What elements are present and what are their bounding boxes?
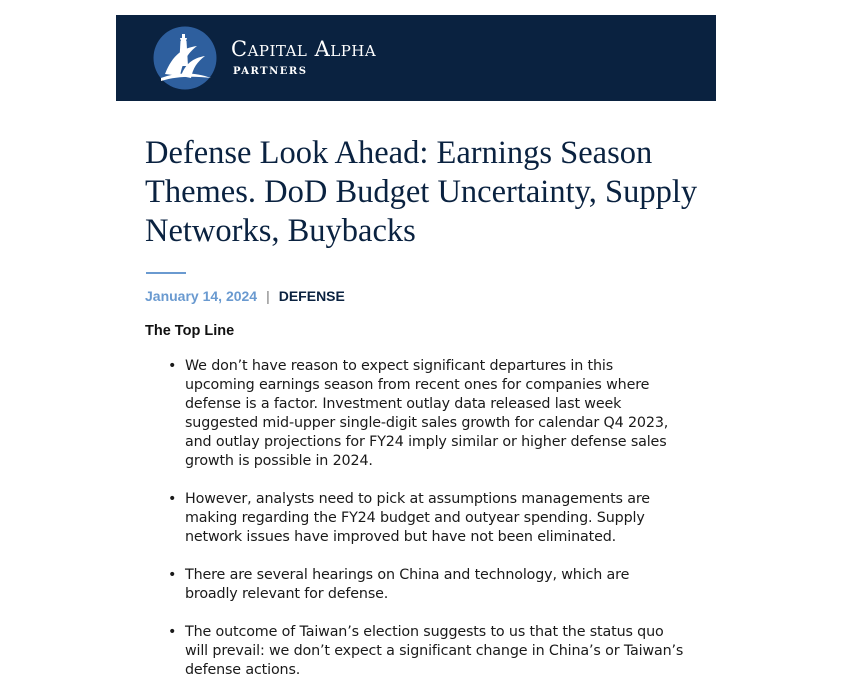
article-meta (145, 287, 345, 305)
list-item-text: We don’t have reason to expect significant departures in this upcoming earnings season from recent ones for companies where defense is a factor. Investment outlay data released last week suggested mid-upper single-digit sales growth for calendar Q4 2023, and outlay projections for FY24 imply similar or higher defense sales growth is possible in 2024. (185, 358, 669, 469)
list-item (166, 490, 686, 547)
list-item-text: The outcome of Taiwan’s election suggests to us that the status quo will prevail: we don’t expect a significant change in China’s or Taiwan’s defense actions. (185, 624, 684, 678)
logo-icon (153, 26, 217, 90)
article-date: January 14, 2024 (145, 288, 258, 304)
article-sector: DEFENSE (278, 288, 345, 304)
bullet-icon: • (168, 624, 177, 640)
list-item-text: There are several hearings on China and technology, which are broadly relevant for defense. (185, 567, 630, 602)
top-line-list (166, 357, 686, 697)
list-item (166, 566, 686, 604)
list-item-text: However, analysts need to pick at assumptions managements are making regarding the FY24 budget and outyear spending. Supply network issues have improved but have not been eliminated. (185, 491, 650, 545)
brand-name: Capital Alpha (231, 37, 377, 61)
list-item (166, 357, 686, 471)
bullet-icon: • (168, 358, 177, 374)
brand-subtitle: PARTNERS (233, 66, 308, 77)
bullet-icon: • (168, 567, 177, 583)
meta-separator: | (266, 288, 270, 304)
section-heading: The Top Line (145, 323, 235, 339)
bullet-icon: • (168, 491, 177, 507)
list-item (166, 623, 686, 680)
article-title: Defense Look Ahead: Earnings Season Themes. DoD Budget Uncertainty, Supply Networks, Buybacks (145, 135, 698, 249)
header-banner (116, 15, 716, 101)
accent-rule (146, 272, 186, 274)
